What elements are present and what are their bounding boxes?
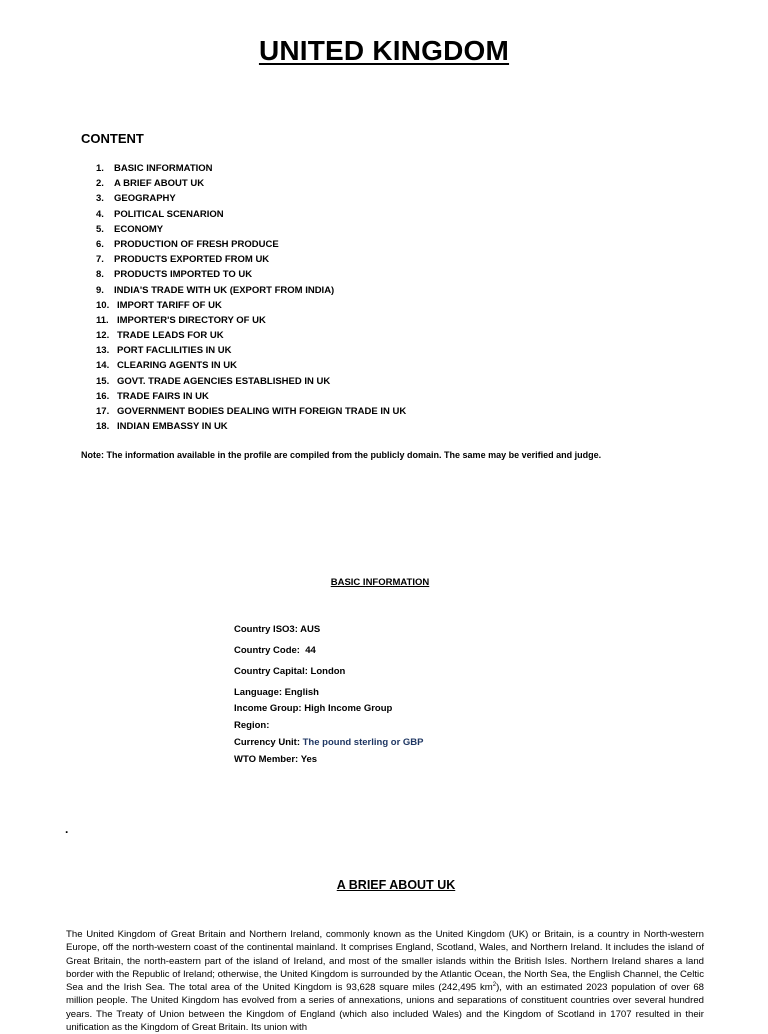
info-row-language: Language: English (234, 687, 319, 698)
info-row-country-code: Country Code: 44 (234, 645, 316, 656)
brief-about-paragraph: The United Kingdom of Great Britain and Northern Ireland, commonly known as the United Kingdom (UK) or Britain, is a country in North-western Europe, off the north-western coast of the continental mainland. It comprises England, Scotland, Wales, and Northern Ireland. It includes the island of Great Britain, the north-eastern part of the island of Ireland, and most of the smaller islands within the British Isles. Northern Ireland shares a land border with the Republic of Ireland; otherwise, the United Kingdom is surrounded by the Atlantic Ocean, the North Sea, the English Channel, the Celtic Sea and the Irish Sea. The total area of the United Kingdom is 93,628 square miles (242,495 $km^2$), with an estimated 2023 population of over 68 million people. The United Kingdom has evolved from a series of annexations, unions and separations of constituent countries over several hundred years. The Treaty of Union between the Kingdom of England (which also included Wales) and the Kingdom of Scotland in 1707 resulted in their unification as the Kingdom of Great Britain. Its union with (66, 929, 704, 1034)
toc-item: 3. GEOGRAPHY (96, 193, 176, 205)
toc-item: 16. TRADE FAIRS IN UK (96, 390, 209, 402)
toc-item: 1. BASIC INFORMATION (96, 163, 213, 174)
toc-item: 5. ECONOMY (96, 223, 164, 235)
info-row-capital: Country Capital: London (234, 666, 346, 677)
toc-item: 9. INDIA'S TRADE WITH UK (EXPORT FROM INDIA) (96, 284, 335, 296)
info-row-wto-member: WTO Member: Yes (234, 754, 318, 765)
toc-item: 18. INDIAN EMBASSY IN UK (96, 421, 228, 433)
toc-item: 14. CLEARING AGENTS IN UK (96, 360, 237, 372)
toc-item: 8. PRODUCTS IMPORTED TO UK (96, 269, 253, 281)
brief-about-heading: A BRIEF ABOUT UK (336, 878, 456, 892)
page-title: UNITED KINGDOM (258, 35, 510, 66)
toc-item: 4. POLITICAL SCENARION (96, 208, 224, 220)
profile-note: Note: The information available in the profile are compiled from the publicly domain. The same may be verified and judge. (81, 450, 602, 460)
stray-dot: . (65, 822, 69, 836)
toc-item: 15. GOVT. TRADE AGENCIES ESTABLISHED IN UK (96, 375, 331, 387)
toc-item: 2. A BRIEF ABOUT UK (96, 178, 205, 190)
toc-item: 7. PRODUCTS EXPORTED FROM UK (96, 254, 270, 266)
info-row-income-group: Income Group: High Income Group (234, 703, 393, 714)
basic-information-heading: BASIC INFORMATION (330, 577, 430, 588)
toc-item: 6. PRODUCTION OF FRESH PRODUCE (96, 238, 279, 250)
table-of-contents (96, 161, 406, 434)
info-row-currency: Currency Unit: The pound sterling or GBP (234, 737, 424, 748)
info-row-region: Region: (234, 720, 270, 731)
toc-item: 11. IMPORTER'S DIRECTORY OF UK (96, 314, 266, 326)
content-heading: CONTENT (81, 131, 144, 146)
toc-item: 10. IMPORT TARIFF OF UK (96, 299, 222, 311)
info-row-iso3: Country ISO3: AUS (234, 624, 321, 635)
toc-item: 13. PORT FACLILITIES IN UK (96, 345, 232, 357)
toc-item: 17. GOVERNMENT BODIES DEALING WITH FOREIGN TRADE IN UK (96, 406, 407, 417)
toc-item: 12. TRADE LEADS FOR UK (96, 330, 224, 342)
